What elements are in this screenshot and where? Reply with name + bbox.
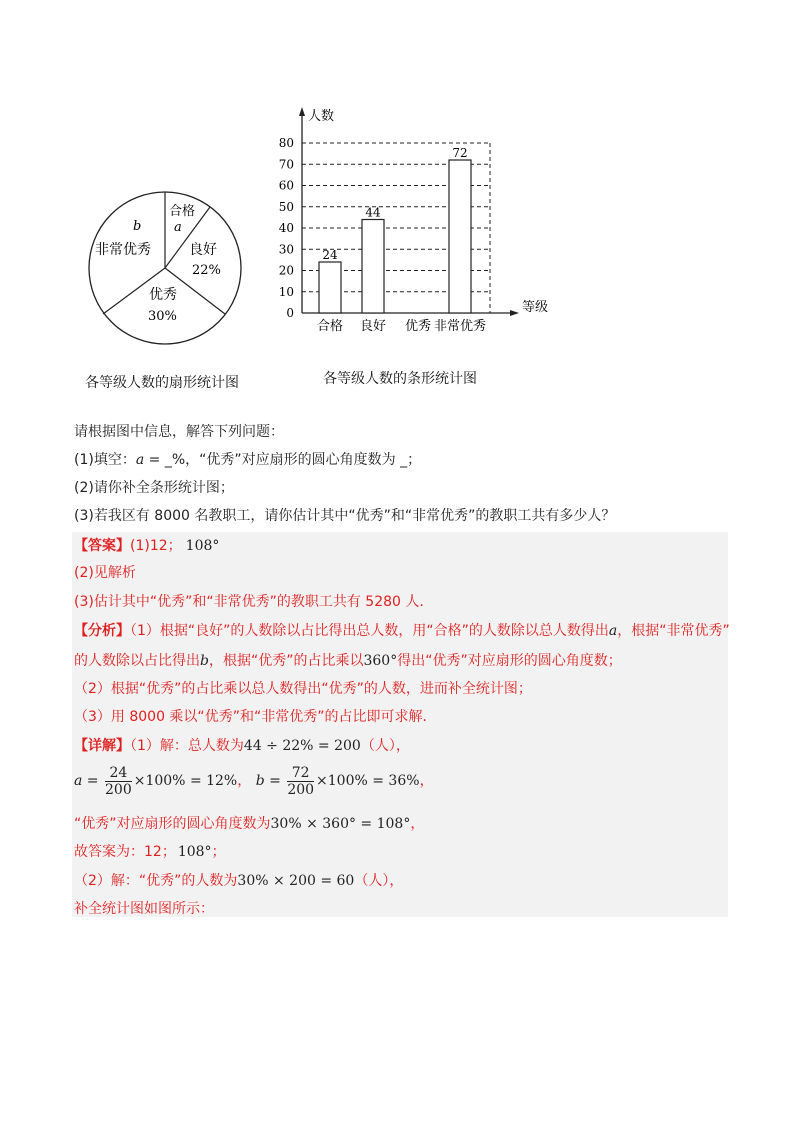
y-tick-label: 50	[278, 199, 294, 214]
q1-prefix: (1)填空：	[74, 452, 136, 468]
pie-label-qualified: 合格	[169, 204, 196, 219]
analysis-line-2	[74, 651, 622, 671]
answer-line-3: (3)估计其中“优秀”和“非常优秀”的教职工共有 5280 人．	[74, 594, 434, 610]
detail-angle-pre: “优秀”对应扇形的圆心角度数为	[74, 816, 271, 832]
pie-label-b: b	[133, 219, 142, 234]
detail-a-den: 200	[105, 781, 132, 798]
detail-a-rest: ×100% = 12%	[133, 773, 238, 789]
detail-ans-math: 108°	[177, 844, 212, 860]
detail-total: 44 ÷ 22% = 200	[243, 738, 361, 754]
pie-caption: 各等级人数的扇形统计图	[85, 375, 239, 391]
x-tick-label: 合格	[316, 319, 344, 334]
detail-ans-end: ；	[211, 844, 226, 860]
analysis-var-b: b	[200, 653, 209, 669]
y-tick-label: 40	[278, 221, 294, 235]
y-tick-label: 60	[278, 178, 294, 193]
analysis-line-1	[74, 621, 730, 641]
detail-tag: 【详解】	[74, 738, 130, 754]
question-intro: 请根据图中信息，解答下列问题：	[74, 424, 284, 440]
y-tick-label: 80	[278, 136, 294, 150]
detail-end-comma: ，	[419, 773, 434, 789]
detail-text-2: （2）解：“优秀”的人数为	[74, 873, 238, 889]
detail-a-num: 24	[105, 765, 132, 782]
detail-line2-math: 30% × 200 = 60	[237, 873, 355, 889]
x-tick-label: 非常优秀	[433, 319, 487, 334]
question-2: (2)请你补全条形统计图；	[74, 480, 234, 496]
answer-line-2: (2)见解析	[74, 565, 136, 581]
question-3: (3)若我区有 8000 名教职工，请你估计其中“优秀”和“非常优秀”的教职工共有多少人？	[74, 508, 616, 524]
detail-line-3: 补全统计图如图所示：	[74, 901, 214, 917]
analysis-line-3: （2）根据“优秀”的占比乘以总人数得出“优秀”的人数，进而补全统计图；	[74, 681, 532, 697]
bar-0	[319, 262, 341, 313]
detail-ans-pre: 故答案为：12；	[74, 844, 176, 860]
analysis-var-a: a	[608, 623, 618, 639]
answer-1: (1)12；	[130, 538, 182, 554]
pie-chart	[85, 188, 245, 348]
bar-value-label: 24	[322, 248, 338, 262]
bar-caption: 各等级人数的条形统计图	[323, 371, 477, 387]
answer-tag: 【答案】	[74, 538, 130, 554]
bar-1	[362, 220, 384, 314]
detail-b-rest: ×100% = 36%	[316, 773, 420, 789]
pie-label-good: 良好	[189, 242, 217, 258]
pie-label-good-pct: 22%	[192, 263, 221, 278]
y-axis-arrow	[299, 107, 305, 116]
detail-text-1-end: （人），	[360, 738, 410, 754]
answer-1-angle: 108°	[185, 538, 220, 554]
detail-b-num: 72	[287, 765, 314, 782]
bar-chart	[270, 100, 560, 340]
detail-a-var: a	[74, 773, 83, 789]
detail-a-fraction	[105, 765, 132, 798]
x-tick-label: 优秀	[404, 319, 432, 334]
bar-value-label: 72	[452, 146, 468, 160]
pie-label-excellent: 优秀	[149, 287, 177, 303]
analysis-line-4: （3）用 8000 乘以“优秀”和“非常优秀”的占比即可求解．	[74, 709, 437, 725]
question-1	[74, 450, 421, 470]
pie-label-excellent-pct: 30%	[148, 309, 177, 324]
detail-answer-line	[74, 842, 226, 862]
analysis-text-2-end: 得出“优秀”对应扇形的圆心角度数；	[397, 653, 622, 669]
y-tick-label: 20	[278, 263, 294, 278]
detail-angle-line	[74, 814, 424, 834]
y-tick-label: 10	[278, 284, 294, 299]
detail-text-2-end: （人），	[354, 873, 404, 889]
x-tick-label: 良好	[359, 319, 387, 334]
detail-sep: ，	[237, 773, 252, 789]
bar-3	[449, 160, 471, 313]
analysis-text-1-end: ，根据“非常优秀”	[617, 623, 730, 639]
x-axis-arrow	[510, 310, 519, 316]
q1-text: = _%，“优秀”对应扇形的圆心角度数为 _；	[144, 452, 422, 468]
detail-text-1: （1）解：总人数为	[130, 738, 244, 754]
analysis-360: 360°	[363, 653, 398, 669]
answer-line-1	[74, 536, 219, 556]
y-axis-title: 人数	[308, 109, 335, 124]
analysis-text-1: （1）根据“良好”的人数除以占比得出总人数，用“合格”的人数除以总人数得出	[130, 623, 609, 639]
bar-value-label: 44	[365, 205, 381, 220]
detail-line-2	[74, 871, 403, 891]
detail-line-1	[74, 736, 410, 756]
detail-angle-math: 30% × 360° = 108°	[270, 816, 411, 832]
analysis-text-2-mid: ，根据“优秀”的占比乘以	[208, 653, 364, 669]
analysis-tag: 【分析】	[74, 623, 130, 639]
analysis-text-2-pre: 的人数除以占比得出	[74, 653, 200, 669]
detail-fractions: a = $\frac{24}{200}$ ×100% = 12%， b = $\frac{72}{200}$ ×100% = 36%，	[74, 764, 434, 798]
detail-b-fraction	[287, 765, 314, 798]
q1-var: a	[135, 452, 145, 468]
pie-label-a: a	[174, 220, 182, 235]
detail-angle-end: ，	[410, 816, 425, 832]
x-axis-title: 等级	[522, 300, 549, 315]
detail-b-var: b	[255, 773, 265, 789]
detail-b-den: 200	[287, 781, 315, 798]
y-tick-label: 70	[278, 157, 294, 172]
y-tick-label: 0	[286, 306, 294, 320]
pie-label-very-excellent: 非常优秀	[95, 242, 151, 258]
y-tick-label: 30	[278, 242, 294, 257]
